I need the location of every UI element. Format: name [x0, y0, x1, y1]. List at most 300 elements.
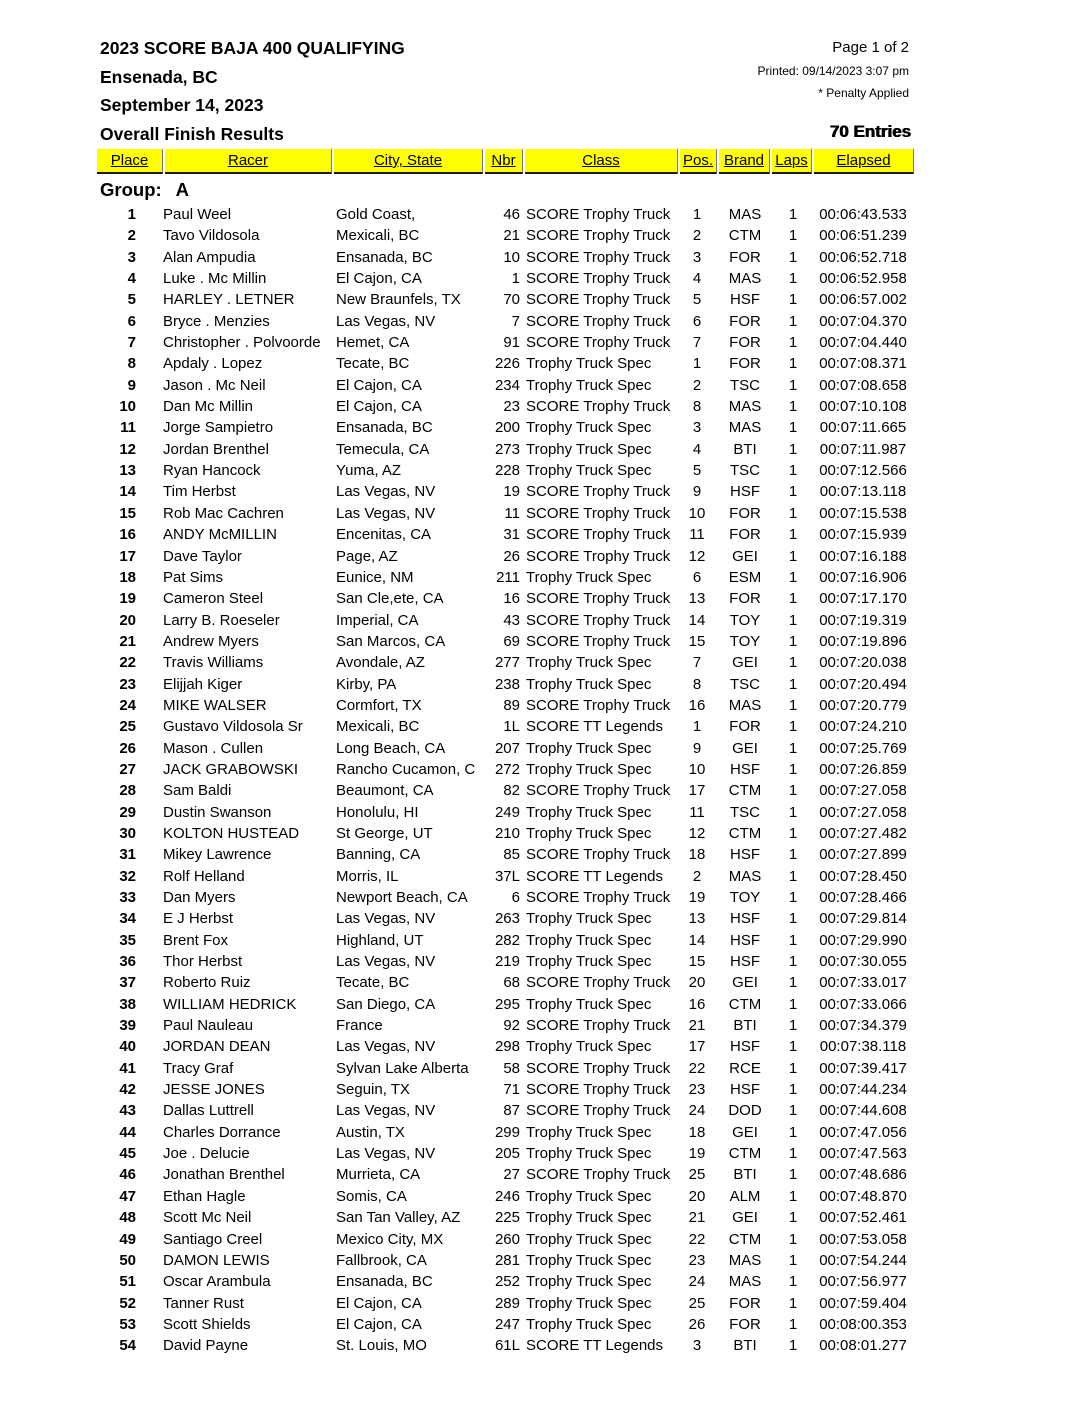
report-meta [758, 38, 909, 106]
city-state-cell: Banning, CA [336, 846, 421, 864]
laps-cell: 1 [788, 312, 798, 330]
nbr-cell: 87 [503, 1102, 520, 1120]
place-cell: 15 [119, 504, 136, 522]
class-cell: SCORE Trophy Truck [526, 1102, 671, 1120]
place-cell: 22 [119, 654, 136, 672]
elapsed-cell: 00:07:08.658 [819, 376, 907, 394]
brand-cell: FOR [729, 1294, 761, 1312]
table-row [0, 1314, 1088, 1335]
nbr-cell: 1 [511, 270, 520, 288]
place-cell: 23 [119, 675, 136, 693]
table-row [0, 844, 1088, 865]
nbr-cell: 226 [494, 355, 520, 373]
racer-cell: Jorge Sampietro [163, 419, 274, 437]
laps-cell: 1 [788, 270, 798, 288]
class-cell: Trophy Truck Spec [526, 355, 652, 373]
brand-cell: FOR [729, 718, 761, 736]
pos-cell: 20 [688, 1187, 706, 1205]
place-cell: 24 [119, 696, 136, 714]
table-row [0, 823, 1088, 844]
table-row [0, 908, 1088, 929]
class-cell: Trophy Truck Spec [526, 1038, 652, 1056]
racer-cell: Tracy Graf [163, 1059, 234, 1077]
place-cell: 44 [119, 1123, 136, 1141]
racer-cell: Rolf Helland [163, 867, 245, 885]
nbr-cell: 281 [494, 1251, 520, 1269]
city-state-cell: Fallbrook, CA [336, 1251, 427, 1269]
place-cell: 33 [119, 889, 136, 906]
class-cell: SCORE Trophy Truck [526, 206, 671, 223]
pos-cell: 18 [688, 846, 706, 864]
class-cell: SCORE Trophy Truck [526, 590, 671, 608]
table-row [0, 1164, 1088, 1185]
class-cell: SCORE TT Legends [526, 867, 664, 885]
laps-cell: 1 [788, 675, 798, 693]
brand-cell: ALM [729, 1187, 761, 1205]
racer-cell: Apdaly . Lopez [163, 355, 263, 373]
laps-cell: 1 [788, 1209, 798, 1227]
class-cell: SCORE Trophy Truck [526, 611, 671, 629]
class-cell: SCORE Trophy Truck [526, 1017, 671, 1035]
pos-cell: 18 [688, 1123, 706, 1141]
table-row [0, 289, 1088, 310]
pos-cell: 5 [692, 462, 702, 480]
laps-cell: 1 [788, 1081, 798, 1099]
pos-cell: 3 [692, 419, 702, 437]
report-subtitle: Overall Finish Results [100, 123, 284, 144]
laps-cell: 1 [788, 1273, 798, 1291]
brand-cell: FOR [729, 1315, 761, 1333]
place-cell: 27 [119, 760, 136, 778]
laps-cell: 1 [788, 590, 798, 608]
city-state-cell: San Tan Valley, AZ [336, 1209, 461, 1227]
nbr-cell: 68 [503, 974, 520, 992]
brand-cell: HSF [730, 931, 760, 949]
brand-cell: MAS [728, 206, 762, 223]
pos-cell: 2 [692, 376, 702, 394]
pos-cell: 1 [692, 355, 702, 373]
laps-cell: 1 [788, 206, 798, 223]
place-cell: 5 [127, 291, 136, 309]
racer-cell: Thor Herbst [163, 953, 243, 971]
city-state-cell: Rancho Cucamon, C [336, 760, 476, 778]
racer-cell: Joe . Delucie [163, 1145, 250, 1163]
laps-cell: 1 [788, 953, 798, 971]
racer-cell: KOLTON HUSTEAD [163, 824, 300, 842]
nbr-cell: 31 [503, 526, 520, 544]
place-cell: 53 [119, 1315, 136, 1333]
brand-cell: MAS [728, 1251, 762, 1269]
class-cell: SCORE Trophy Truck [526, 547, 671, 565]
laps-cell: 1 [788, 654, 798, 672]
city-state-cell: Tecate, BC [336, 355, 410, 373]
racer-cell: JESSE JONES [163, 1081, 265, 1099]
city-state-cell: Highland, UT [336, 931, 424, 949]
racer-cell: Santiago Creel [163, 1230, 263, 1248]
city-state-cell: Mexicali, BC [336, 227, 420, 245]
class-cell: Trophy Truck Spec [526, 568, 652, 586]
page-number: Page 1 of 2 [832, 39, 909, 56]
laps-cell: 1 [788, 632, 798, 650]
pos-cell: 26 [688, 1315, 706, 1333]
city-state-cell: Seguin, TX [336, 1081, 410, 1099]
class-cell: Trophy Truck Spec [526, 654, 652, 672]
table-row [0, 972, 1088, 993]
class-cell: Trophy Truck Spec [526, 931, 652, 949]
racer-cell: Scott Shields [163, 1315, 251, 1333]
racer-cell: Andrew Myers [163, 632, 259, 650]
nbr-cell: 69 [503, 632, 520, 650]
laps-cell: 1 [788, 568, 798, 586]
racer-cell: Pat Sims [163, 568, 224, 586]
nbr-cell: 92 [503, 1017, 520, 1035]
city-state-cell: Murrieta, CA [336, 1166, 421, 1184]
nbr-cell: 16 [503, 590, 520, 608]
racer-cell: Tavo Vildosola [163, 227, 260, 245]
city-state-cell: El Cajon, CA [336, 1294, 422, 1312]
class-cell: SCORE Trophy Truck [526, 227, 671, 245]
elapsed-cell: 00:07:56.977 [819, 1273, 907, 1291]
place-cell: 49 [119, 1230, 136, 1248]
laps-cell: 1 [788, 782, 798, 800]
racer-cell: Elijjah Kiger [163, 675, 243, 693]
elapsed-cell: 00:07:20.038 [819, 654, 907, 672]
pos-cell: 1 [692, 206, 702, 223]
table-row [0, 546, 1088, 567]
col-header-brand: Brand [719, 149, 770, 174]
brand-cell: CTM [728, 782, 762, 800]
brand-cell: CTM [728, 1230, 762, 1248]
nbr-cell: 211 [496, 568, 520, 586]
nbr-cell: 247 [494, 1315, 520, 1333]
city-state-cell: New Braunfels, TX [336, 291, 461, 309]
table-row [0, 951, 1088, 972]
table-row [0, 204, 1088, 225]
pos-cell: 15 [688, 953, 706, 971]
place-cell: 38 [119, 995, 136, 1013]
brand-cell: BTI [733, 1337, 757, 1355]
elapsed-cell: 00:07:30.055 [819, 953, 907, 971]
elapsed-cell: 00:06:43.533 [819, 206, 907, 223]
pos-cell: 21 [688, 1209, 706, 1227]
table-row [0, 780, 1088, 801]
pos-cell: 3 [692, 1337, 702, 1355]
racer-cell: Rob Mac Cachren [163, 504, 284, 522]
elapsed-cell: 00:07:16.906 [819, 568, 907, 586]
nbr-cell: 19 [503, 483, 520, 501]
place-cell: 32 [119, 867, 136, 885]
city-state-cell: Ensanada, BC [336, 1273, 433, 1291]
racer-cell: Larry B. Roeseler [163, 611, 280, 629]
place-cell: 40 [119, 1038, 136, 1056]
table-row [0, 503, 1088, 524]
printed-timestamp: Printed: 09/14/2023 3:07 pm [757, 64, 909, 78]
table-row [0, 439, 1088, 460]
pos-cell: 17 [688, 1038, 706, 1056]
nbr-cell: 205 [494, 1145, 520, 1163]
laps-cell: 1 [788, 462, 798, 480]
city-state-cell: Newport Beach, CA [336, 889, 468, 906]
racer-cell: ANDY McMILLIN [163, 526, 277, 544]
pos-cell: 24 [688, 1102, 706, 1120]
laps-cell: 1 [788, 611, 798, 629]
racer-cell: Jordan Brenthel [163, 440, 269, 458]
city-state-cell: Cormfort, TX [336, 696, 422, 714]
nbr-cell: 299 [494, 1123, 520, 1141]
class-cell: Trophy Truck Spec [526, 1230, 652, 1248]
class-cell: SCORE Trophy Truck [526, 846, 671, 864]
nbr-cell: 289 [494, 1294, 520, 1312]
brand-cell: TSC [730, 803, 760, 821]
column-header-row [0, 149, 1088, 174]
brand-cell: MAS [728, 867, 762, 885]
elapsed-cell: 00:07:11.665 [819, 419, 907, 437]
elapsed-cell: 00:07:33.066 [819, 995, 907, 1013]
brand-cell: HSF [730, 846, 760, 864]
racer-cell: Alan Ampudia [163, 248, 256, 266]
brand-cell: TOY [729, 632, 761, 650]
pos-cell: 21 [688, 1017, 706, 1035]
place-cell: 34 [119, 910, 136, 928]
class-cell: Trophy Truck Spec [526, 1273, 652, 1291]
place-cell: 52 [119, 1294, 136, 1312]
elapsed-cell: 00:07:29.814 [819, 910, 907, 928]
class-cell: SCORE Trophy Truck [526, 291, 671, 309]
nbr-cell: 219 [494, 953, 520, 971]
table-row [0, 1293, 1088, 1314]
racer-cell: Ethan Hagle [163, 1187, 246, 1205]
city-state-cell: Las Vegas, NV [336, 504, 436, 522]
pos-cell: 6 [692, 568, 702, 586]
laps-cell: 1 [788, 227, 798, 245]
class-cell: Trophy Truck Spec [526, 376, 652, 394]
laps-cell: 1 [788, 248, 798, 266]
col-header-class: Class [525, 149, 678, 174]
place-cell: 1 [127, 206, 136, 223]
pos-cell: 19 [688, 1145, 706, 1163]
laps-cell: 1 [788, 803, 798, 821]
report-location: Ensenada, BC [100, 66, 218, 87]
elapsed-cell: 00:07:12.566 [819, 462, 907, 480]
place-cell: 51 [119, 1273, 136, 1291]
brand-cell: HSF [730, 1081, 760, 1099]
col-header-city-state: City, State [334, 149, 483, 174]
elapsed-cell: 00:07:11.987 [819, 440, 907, 458]
class-cell: SCORE Trophy Truck [526, 483, 671, 501]
city-state-cell: Eunice, NM [336, 568, 414, 586]
nbr-cell: 263 [494, 910, 520, 928]
elapsed-cell: 00:07:54.244 [819, 1251, 907, 1269]
city-state-cell: Encenitas, CA [336, 526, 432, 544]
table-row [0, 695, 1088, 716]
nbr-cell: 82 [503, 782, 520, 800]
group-value: A [175, 179, 190, 200]
city-state-cell: Sylvan Lake Alberta [336, 1059, 469, 1077]
place-cell: 26 [119, 739, 136, 757]
city-state-cell: San Marcos, CA [336, 632, 446, 650]
city-state-cell: Tecate, BC [336, 974, 410, 992]
place-cell: 30 [119, 824, 136, 842]
pos-cell: 22 [688, 1230, 706, 1248]
elapsed-cell: 00:07:24.210 [819, 718, 907, 736]
class-cell: SCORE Trophy Truck [526, 270, 671, 288]
elapsed-cell: 00:07:26.859 [819, 760, 907, 778]
class-cell: Trophy Truck Spec [526, 462, 652, 480]
brand-cell: HSF [730, 483, 760, 501]
class-cell: Trophy Truck Spec [526, 803, 652, 821]
city-state-cell: Avondale, AZ [336, 654, 425, 672]
laps-cell: 1 [788, 334, 798, 352]
place-cell: 2 [127, 227, 136, 245]
class-cell: Trophy Truck Spec [526, 1251, 652, 1269]
brand-cell: HSF [730, 760, 760, 778]
place-cell: 3 [127, 248, 136, 266]
pos-cell: 17 [688, 782, 706, 800]
laps-cell: 1 [788, 1102, 798, 1120]
city-state-cell: Mexico City, MX [336, 1230, 444, 1248]
brand-cell: CTM [728, 227, 762, 245]
table-row [0, 460, 1088, 481]
racer-cell: Travis Williams [163, 654, 264, 672]
city-state-cell: El Cajon, CA [336, 270, 422, 288]
racer-cell: Roberto Ruiz [163, 974, 251, 992]
elapsed-cell: 00:08:00.353 [819, 1315, 907, 1333]
elapsed-cell: 00:07:44.234 [819, 1081, 907, 1099]
pos-cell: 6 [692, 312, 702, 330]
city-state-cell: Gold Coast, [336, 206, 416, 223]
class-cell: Trophy Truck Spec [526, 1123, 652, 1141]
table-row [0, 1079, 1088, 1100]
racer-cell: Oscar Arambula [163, 1273, 271, 1291]
elapsed-cell: 00:06:52.958 [819, 270, 907, 288]
city-state-cell: Las Vegas, NV [336, 312, 436, 330]
nbr-cell: 295 [494, 995, 520, 1013]
pos-cell: 23 [688, 1251, 706, 1269]
laps-cell: 1 [788, 398, 798, 416]
laps-cell: 1 [788, 995, 798, 1013]
table-row [0, 1229, 1088, 1250]
pos-cell: 23 [688, 1081, 706, 1099]
nbr-cell: 21 [503, 227, 520, 245]
class-cell: SCORE TT Legends [526, 718, 664, 736]
nbr-cell: 249 [494, 803, 520, 821]
racer-cell: HARLEY . LETNER [163, 291, 295, 309]
class-cell: SCORE Trophy Truck [526, 504, 671, 522]
pos-cell: 8 [692, 675, 702, 693]
city-state-cell: Ensanada, BC [336, 419, 433, 437]
brand-cell: CTM [728, 1145, 762, 1163]
pos-cell: 3 [692, 248, 702, 266]
elapsed-cell: 00:07:33.017 [819, 974, 907, 992]
nbr-cell: 6 [511, 889, 520, 906]
table-row [0, 759, 1088, 780]
elapsed-cell: 00:07:19.319 [819, 611, 907, 629]
elapsed-cell: 00:07:20.779 [819, 696, 907, 714]
laps-cell: 1 [788, 1166, 798, 1184]
table-row [0, 353, 1088, 374]
elapsed-cell: 00:07:13.118 [819, 483, 907, 501]
laps-cell: 1 [788, 867, 798, 885]
class-cell: Trophy Truck Spec [526, 1209, 652, 1227]
elapsed-cell: 00:07:38.118 [819, 1038, 907, 1056]
laps-cell: 1 [788, 1251, 798, 1269]
table-row [0, 396, 1088, 417]
table-row [0, 481, 1088, 502]
laps-cell: 1 [788, 1059, 798, 1077]
brand-cell: CTM [728, 995, 762, 1013]
city-state-cell: El Cajon, CA [336, 376, 422, 394]
racer-cell: E J Herbst [163, 910, 234, 928]
city-state-cell: Imperial, CA [336, 611, 419, 629]
nbr-cell: 46 [503, 206, 520, 223]
class-cell: SCORE Trophy Truck [526, 889, 671, 906]
col-header-place: Place [97, 149, 163, 174]
elapsed-cell: 00:07:47.056 [819, 1123, 907, 1141]
elapsed-cell: 00:07:39.417 [819, 1059, 907, 1077]
racer-cell: Gustavo Vildosola Sr [163, 718, 303, 736]
laps-cell: 1 [788, 355, 798, 373]
results-table [0, 204, 1088, 1357]
class-cell: SCORE Trophy Truck [526, 526, 671, 544]
nbr-cell: 200 [494, 419, 520, 437]
place-cell: 17 [119, 547, 136, 565]
class-cell: SCORE Trophy Truck [526, 1059, 671, 1077]
racer-cell: Bryce . Menzies [163, 312, 270, 330]
place-cell: 4 [127, 270, 136, 288]
elapsed-cell: 00:07:28.466 [819, 889, 907, 906]
place-cell: 8 [127, 355, 136, 373]
pos-cell: 13 [688, 910, 706, 928]
nbr-cell: 273 [494, 440, 520, 458]
place-cell: 42 [119, 1081, 136, 1099]
nbr-cell: 91 [503, 334, 520, 352]
place-cell: 20 [119, 611, 136, 629]
city-state-cell: St. Louis, MO [336, 1337, 427, 1355]
brand-cell: FOR [729, 248, 761, 266]
pos-cell: 13 [688, 590, 706, 608]
pos-cell: 10 [688, 760, 706, 778]
place-cell: 47 [119, 1187, 136, 1205]
racer-cell: Scott Mc Neil [163, 1209, 252, 1227]
pos-cell: 12 [688, 824, 706, 842]
city-state-cell: Las Vegas, NV [336, 953, 436, 971]
pos-cell: 19 [688, 889, 706, 906]
elapsed-cell: 00:07:27.058 [819, 803, 907, 821]
place-cell: 6 [127, 312, 136, 330]
brand-cell: MAS [728, 696, 762, 714]
place-cell: 16 [119, 526, 136, 544]
brand-cell: FOR [729, 355, 761, 373]
nbr-cell: 272 [494, 760, 520, 778]
laps-cell: 1 [788, 483, 798, 501]
table-row [0, 716, 1088, 737]
brand-cell: MAS [728, 1273, 762, 1291]
table-row [0, 1335, 1088, 1356]
table-row [0, 1058, 1088, 1079]
class-cell: Trophy Truck Spec [526, 739, 652, 757]
table-row [0, 802, 1088, 823]
place-cell: 25 [119, 718, 136, 736]
class-cell: SCORE Trophy Truck [526, 334, 671, 352]
city-state-cell: Temecula, CA [336, 440, 430, 458]
table-row [0, 1186, 1088, 1207]
pos-cell: 7 [692, 334, 702, 352]
nbr-cell: 7 [511, 312, 520, 330]
col-header-elapsed: Elapsed [814, 149, 914, 174]
racer-cell: Mikey Lawrence [163, 846, 272, 864]
elapsed-cell: 00:07:15.939 [819, 526, 907, 544]
place-cell: 19 [119, 590, 136, 608]
